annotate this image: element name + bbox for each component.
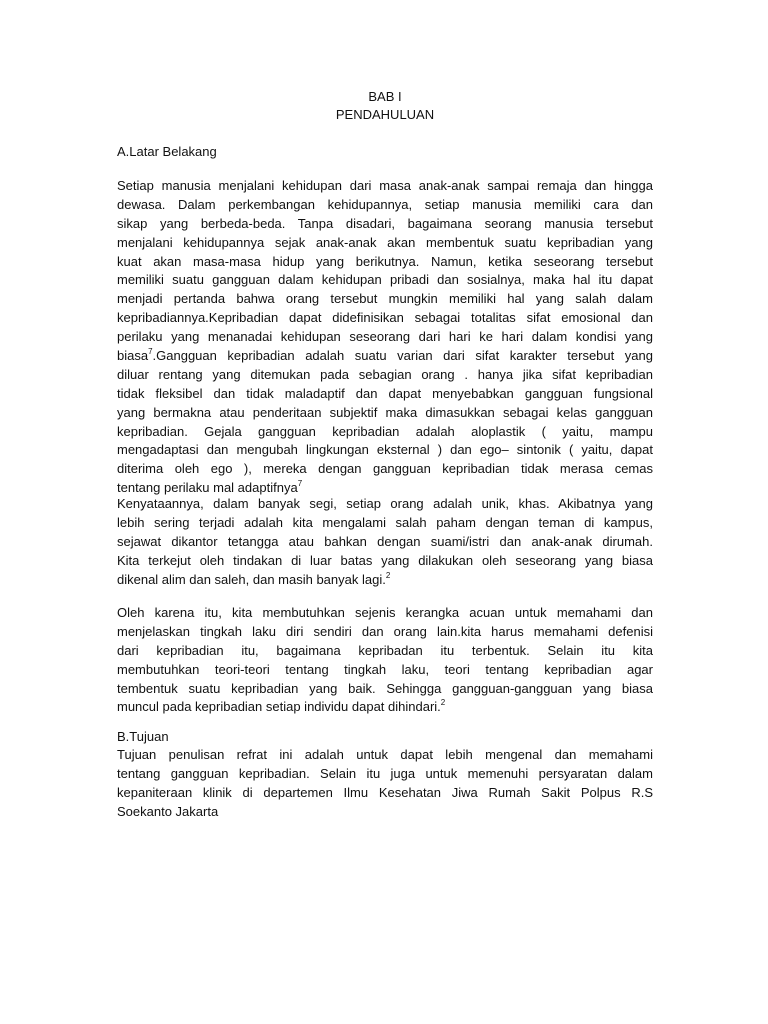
text-fragment: dikenal alim dan saleh, dan masih banyak lagi. <box>117 571 386 587</box>
text-line: diterima oleh ego ), mereka dengan gangguan kepribadian tidak merasa cemas <box>117 461 653 477</box>
text-line: lebih sering terjadi adalah kita mengalami salah paham dengan teman di kampus, <box>117 514 653 530</box>
text-line: dewasa. Dalam perkembangan kehidupannya, setiap manusia memiliki cara dan <box>117 196 653 212</box>
chapter-number: BAB I <box>368 89 402 104</box>
section-heading-latar-belakang: A.Latar Belakang <box>117 144 217 159</box>
text-line: sejawat dikantor tetangga atau bahkan dengan suami/istri dan anak-anak dirumah. <box>117 533 653 549</box>
paragraph-4 <box>117 746 653 822</box>
text-line: menjelaskan tingkah laku diri sendiri dan orang lain.kita harus memahami defenisi <box>117 623 653 639</box>
text-line: Setiap manusia menjalani kehidupan dari masa anak-anak sampai remaja dan hingga <box>117 178 653 193</box>
text-fragment: tentang perilaku mal adaptifnya <box>117 480 298 496</box>
text-line: Soekanto Jakarta <box>117 803 219 819</box>
text-line <box>117 347 653 366</box>
text-line: kepaniteraan klinik di departemen Ilmu Kesehatan Jiwa Rumah Sakit Polpus R.S <box>117 784 653 800</box>
text-line: mengadaptasi dan mengubah lingkungan eksternal ) dan ego– sintonik ( yaitu, dapat <box>117 442 653 458</box>
text-line: dari kepribadian itu, bagaimana kepribadan itu terbentuk. Selain itu kita <box>117 642 653 658</box>
text-line: memiliki suatu gangguan dalam kehidupan pribadi dan sosialnya, maka hal itu dapat <box>117 272 653 288</box>
footnote-ref: 2 <box>440 698 446 708</box>
chapter-title: PENDAHULUAN <box>335 107 435 122</box>
text-line: perilaku yang menanadai kehidupan seseorang dari hari ke hari dalam kondisi yang <box>117 329 653 345</box>
text-line: kepribadiannya.Kepribadian dapat didefinisikan sebagai totalitas sifat emosional dan <box>117 310 653 326</box>
text-line: kepribadian. Gejala gangguan kepribadian adalah aloplastik ( yaitu, mampu <box>117 423 653 439</box>
footnote-ref: 7 <box>297 479 303 489</box>
text-line: Kita terkejut oleh tindakan di luar batas yang dilakukan oleh seseorang yang biasa <box>117 552 653 568</box>
text-line: yang bermakna atau penderitaan subjektif maka dimasukkan sebagai kelas gangguan <box>117 404 653 420</box>
footnote-ref: 2 <box>385 570 391 580</box>
text-line: tidak fleksibel dan tidak maladaptif dan dapat menyebabkan gangguan fungsional <box>117 385 653 401</box>
text-line: Kenyataannya, dalam banyak segi, setiap orang adalah unik, khas. Akibatnya yang <box>117 496 653 511</box>
paragraph-3 <box>117 604 653 717</box>
text-fragment: muncul pada kepribadian setiap individu dapat dihindari. <box>117 699 441 715</box>
text-line: sikap yang berbeda-beda. Tanpa disadari, bagaimana seorang manusia tersebut <box>117 215 653 231</box>
text-line: kuat akan masa-masa hidup yang berikutnya. Namun, ketika seseorang tersebut <box>117 253 653 269</box>
text-line: menjalani kehidupannya sejak anak-anak akan membentuk suatu kepribadian yang <box>117 234 653 250</box>
section-heading-tujuan: B.Tujuan <box>117 729 169 744</box>
paragraph-1 <box>117 177 653 498</box>
text-fragment: biasa <box>117 348 149 364</box>
text-line: tentang gangguan kepribadian. Selain itu juga untuk memenuhi persyaratan dalam <box>117 765 653 781</box>
paragraph-2 <box>117 495 653 589</box>
text-line: membutuhkan teori-teori tentang tingkah laku, teori tentang kepribadian agar <box>117 661 653 677</box>
text-line <box>117 698 653 717</box>
text-line: diluar rentang yang ditemukan pada sebagian orang . hanya jika sifat kepribadian <box>117 366 653 382</box>
text-line: Oleh karena itu, kita membutuhkan sejenis kerangka acuan untuk memahami dan <box>117 605 653 620</box>
text-line: menjadi pertanda bahwa orang tersebut mungkin memiliki hal yang salah dalam <box>117 291 653 307</box>
footnote-ref: 7 <box>148 347 153 357</box>
text-line: tembentuk suatu kepribadian yang baik. Sehingga gangguan-gangguan yang biasa <box>117 680 653 696</box>
text-fragment: .Gangguan kepribadian adalah suatu varian dari sifat karakter tersebut yang <box>152 348 653 364</box>
text-line <box>117 571 653 590</box>
text-line: Tujuan penulisan refrat ini adalah untuk dapat lebih mengenal dan memahami <box>117 747 653 762</box>
